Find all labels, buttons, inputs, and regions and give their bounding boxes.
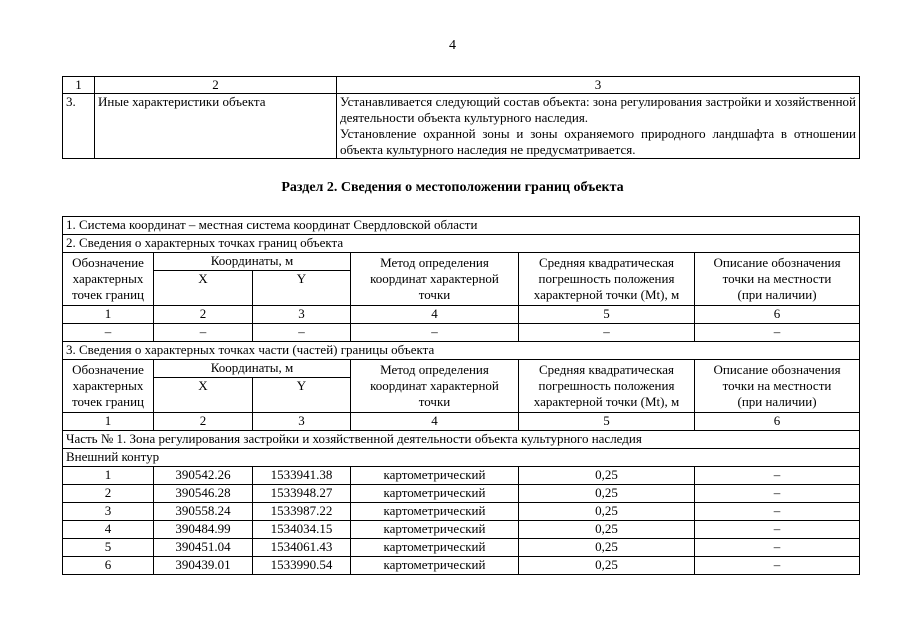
boundary-points-table xyxy=(62,216,860,575)
header-method xyxy=(351,360,519,413)
table-cell: 6 xyxy=(695,413,860,431)
description-paragraph-1: Устанавливается следующий состав объекта: зона регулирования застройки и хозяйственной деятельности объекта культурного наследия. xyxy=(340,94,856,125)
column-numbers-row xyxy=(63,413,860,431)
table-cell: картометрический xyxy=(351,467,519,485)
table-cell: 4 xyxy=(351,306,519,324)
header-error xyxy=(519,253,695,306)
table-cell: характерной точки (Mt), м xyxy=(533,394,680,409)
table-cell: точек границ xyxy=(71,394,145,409)
table-cell: характерных xyxy=(72,271,144,286)
table-cell: 2 xyxy=(154,306,253,324)
table-cell: 390484.99 xyxy=(154,521,253,539)
table-cell: 390558.24 xyxy=(154,503,253,521)
table-cell: 2 xyxy=(63,485,154,503)
table-cell: 3 xyxy=(253,413,351,431)
table-row xyxy=(63,521,860,539)
header-y: Y xyxy=(253,271,351,306)
table-cell: 1533948.27 xyxy=(253,485,351,503)
table-cell: – xyxy=(695,539,860,557)
table-row xyxy=(63,485,860,503)
table-cell: Описание обозначения xyxy=(713,362,841,377)
table-cell: 3 xyxy=(63,503,154,521)
row-description xyxy=(337,94,860,159)
header-method xyxy=(351,253,519,306)
table-row xyxy=(63,557,860,575)
table-cell: картометрический xyxy=(351,485,519,503)
header-description xyxy=(695,360,860,413)
table-row xyxy=(63,94,860,159)
table-cell: – xyxy=(695,485,860,503)
table-cell: 1 xyxy=(63,306,154,324)
header-description xyxy=(695,253,860,306)
row-name: Иные характеристики объекта xyxy=(95,94,337,159)
header-coordinates: Координаты, м xyxy=(154,253,351,271)
table-cell: Средняя квадратическая xyxy=(538,255,675,270)
table-cell: картометрический xyxy=(351,503,519,521)
table-cell: 390546.28 xyxy=(154,485,253,503)
table-cell: 6 xyxy=(63,557,154,575)
table-cell: координат характерной xyxy=(370,271,499,286)
table-cell: точки на местности xyxy=(722,271,832,286)
header-error xyxy=(519,360,695,413)
section-3-row: 3. Сведения о характерных точках части (частей) границы объекта xyxy=(63,342,860,360)
coordinate-system-row: 1. Система координат – местная система координат Свердловской области xyxy=(63,217,860,235)
table-cell: 3 xyxy=(253,306,351,324)
table-cell: 390451.04 xyxy=(154,539,253,557)
header-y: Y xyxy=(253,378,351,413)
table-cell: Метод определения xyxy=(380,255,489,270)
table-cell: 1 xyxy=(63,467,154,485)
table-cell: картометрический xyxy=(351,539,519,557)
table-cell: характерной точки (Mt), м xyxy=(533,287,680,302)
table-row xyxy=(63,539,860,557)
table-cell: точки xyxy=(418,394,451,409)
table-cell: точек границ xyxy=(71,287,145,302)
table-cell: – xyxy=(351,324,519,342)
table-cell: Обозначение xyxy=(72,255,144,270)
table-cell: 1533990.54 xyxy=(253,557,351,575)
table-cell: 5 xyxy=(519,413,695,431)
table-cell: (при наличии) xyxy=(737,287,817,302)
page-number: 4 xyxy=(449,38,456,53)
table-cell: – xyxy=(695,521,860,539)
table-row xyxy=(63,467,860,485)
table-cell: 1533941.38 xyxy=(253,467,351,485)
table-cell: 390542.26 xyxy=(154,467,253,485)
table-cell: – xyxy=(695,557,860,575)
header-x: X xyxy=(154,271,253,306)
table-cell: – xyxy=(695,324,860,342)
column-numbers-row xyxy=(63,306,860,324)
table-cell: 0,25 xyxy=(519,503,695,521)
table-cell: 2 xyxy=(154,413,253,431)
header-x: X xyxy=(154,378,253,413)
table-cell: Обозначение xyxy=(72,362,144,377)
table-cell: картометрический xyxy=(351,557,519,575)
table-cell: точки на местности xyxy=(722,378,832,393)
table-cell: точки xyxy=(418,287,451,302)
table-cell: (при наличии) xyxy=(737,394,817,409)
section-title: Раздел 2. Сведения о местоположении границ объекта xyxy=(281,180,624,195)
table-cell: 4 xyxy=(63,521,154,539)
header-cell: 1 xyxy=(63,77,95,94)
table-cell: – xyxy=(695,503,860,521)
row-number: 3. xyxy=(63,94,95,159)
header-designation xyxy=(63,360,154,413)
table-cell: – xyxy=(63,324,154,342)
table-cell: картометрический xyxy=(351,521,519,539)
description-paragraph-2: Установление охранной зоны и зоны охраняемого природного ландшафта в отношении объекта культурного наследия не предусматривается. xyxy=(340,126,856,157)
table-row xyxy=(63,503,860,521)
table-cell: координат характерной xyxy=(370,378,499,393)
table-cell: 0,25 xyxy=(519,467,695,485)
table-cell: 1533987.22 xyxy=(253,503,351,521)
part-1-row: Часть № 1. Зона регулирования застройки и хозяйственной деятельности объекта культурного наследия xyxy=(63,431,860,449)
table-cell: 0,25 xyxy=(519,485,695,503)
header-coordinates: Координаты, м xyxy=(154,360,351,378)
header-cell: 3 xyxy=(337,77,860,94)
characteristics-table xyxy=(62,76,860,159)
table-cell: – xyxy=(253,324,351,342)
table-cell: – xyxy=(695,467,860,485)
table-cell: 0,25 xyxy=(519,539,695,557)
table-cell: Описание обозначения xyxy=(713,255,841,270)
table-cell: погрешность положения xyxy=(538,271,675,286)
table-cell: 6 xyxy=(695,306,860,324)
table-cell: 1 xyxy=(63,413,154,431)
table-cell: – xyxy=(519,324,695,342)
table-cell: характерных xyxy=(72,378,144,393)
table-cell: Метод определения xyxy=(380,362,489,377)
section-2-row: 2. Сведения о характерных точках границ объекта xyxy=(63,235,860,253)
table-cell: погрешность положения xyxy=(538,378,675,393)
table-cell: – xyxy=(154,324,253,342)
table-cell: 0,25 xyxy=(519,557,695,575)
table-cell: 5 xyxy=(519,306,695,324)
table-cell: 1534061.43 xyxy=(253,539,351,557)
table-cell: Средняя квадратическая xyxy=(538,362,675,377)
outer-contour-row: Внешний контур xyxy=(63,449,860,467)
header-cell: 2 xyxy=(95,77,337,94)
table-cell: 390439.01 xyxy=(154,557,253,575)
dash-row xyxy=(63,324,860,342)
table-cell: 5 xyxy=(63,539,154,557)
header-designation xyxy=(63,253,154,306)
table-cell: 1534034.15 xyxy=(253,521,351,539)
table-header-row xyxy=(63,77,860,94)
table-cell: 0,25 xyxy=(519,521,695,539)
table-cell: 4 xyxy=(351,413,519,431)
